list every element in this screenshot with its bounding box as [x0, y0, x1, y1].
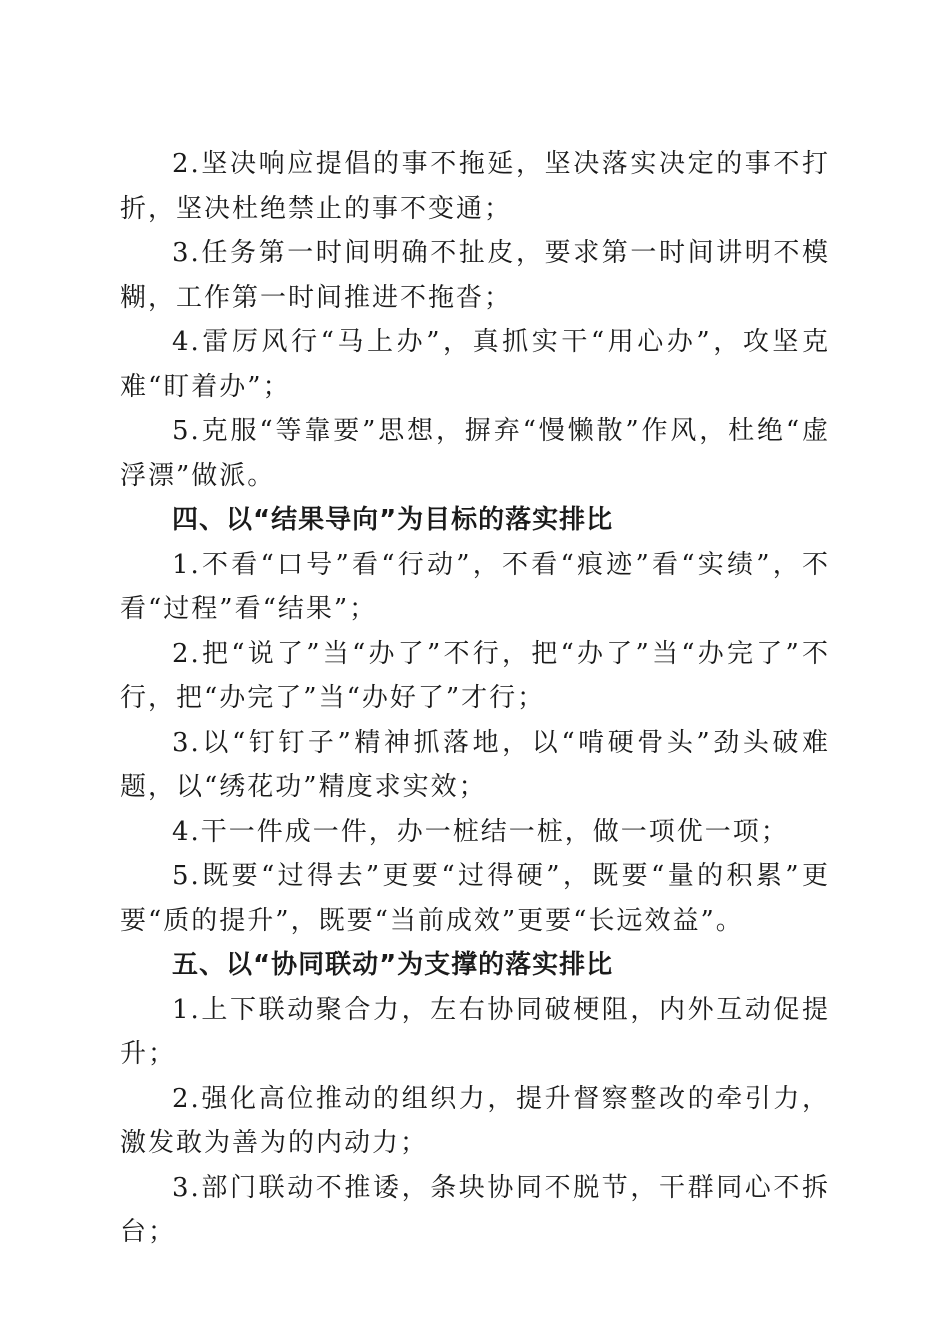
- list-item: 4.干一件成一件，办一桩结一桩，做一项优一项；: [172, 816, 789, 847]
- list-item: 3.任务第一时间明确不扯皮，要求第一时间讲明不模糊，工作第一时间推进不拖沓；: [120, 238, 830, 313]
- list-item: 5.克服“等靠要”思想，摒弃“慢懒散”作风，杜绝“虚浮漂”做派。: [120, 416, 830, 491]
- list-item: 2.把“说了”当“办了”不行，把“办了”当“办完了”不行，把“办完了”当“办好了”才行；: [120, 638, 830, 713]
- list-item: 1.上下联动聚合力，左右协同破梗阻，内外互动促提升；: [120, 994, 830, 1069]
- list-item: 3.部门联动不推诿，条块协同不脱节，干群同心不拆台；: [120, 1172, 830, 1247]
- section-heading: 四、以“结果导向”为目标的落实排比: [172, 505, 614, 535]
- list-item: 3.以“钉钉子”精神抓落地，以“啃硬骨头”劲头破难题，以“绣花功”精度求实效；: [120, 727, 830, 802]
- document-body: [120, 142, 830, 1255]
- list-item: 4.雷厉风行“马上办”，真抓实干“用心办”，攻坚克难“盯着办”；: [120, 327, 830, 402]
- list-item: 2.坚决响应提倡的事不拖延，坚决落实决定的事不打折，坚决杜绝禁止的事不变通；: [120, 149, 830, 224]
- list-item: 5.既要“过得去”更要“过得硬”，既要“量的积累”更要“质的提升”，既要“当前成效”更要“长远效益”。: [120, 861, 830, 936]
- section-heading: 五、以“协同联动”为支撑的落实排比: [172, 950, 614, 980]
- list-item: 2.强化高位推动的组织力，提升督察整改的牵引力，激发敢为善为的内动力；: [120, 1083, 830, 1158]
- list-item: 1.不看“口号”看“行动”，不看“痕迹”看“实绩”，不看“过程”看“结果”；: [120, 549, 830, 624]
